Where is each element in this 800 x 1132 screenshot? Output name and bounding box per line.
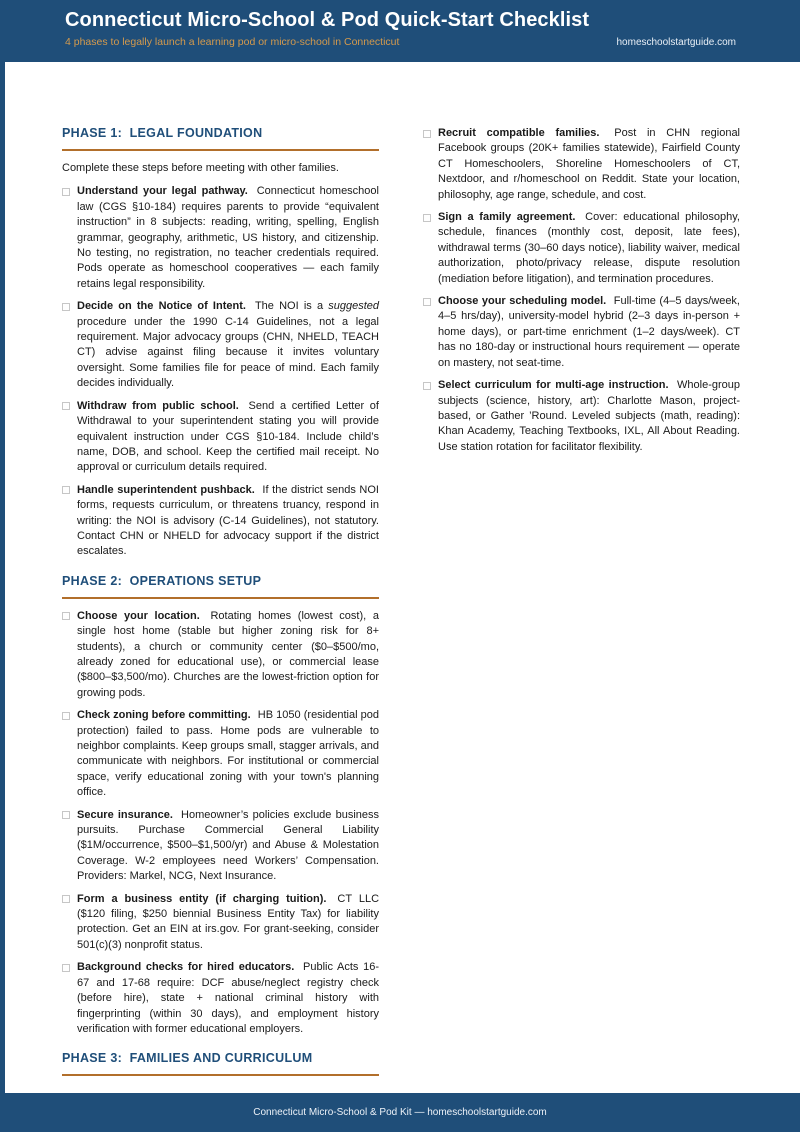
phase-2-heading: PHASE 2: OPERATIONS SETUP (62, 573, 262, 588)
checklist-item (423, 378, 740, 455)
item-title: Select curriculum for multi-age instruction. (438, 379, 669, 392)
left-column (62, 126, 379, 1093)
checklist-item (62, 708, 379, 800)
phase-1-intro: Complete these steps before meeting with other families. (62, 162, 339, 174)
phase-1-heading: PHASE 1: LEGAL FOUNDATION (62, 126, 263, 140)
checkbox-icon[interactable] (62, 303, 70, 311)
item-body: Connecticut homeschool law (CGS §10-184) requires parents to provide “equivalent instruction” in 8 subjects: reading, writing, spelling, English grammar, geography, arithmetic, US history, and citizenship. No testing, no registration, no teacher credentials required. Pods operate as homeschool cooperatives — each family retains legal responsibility. (77, 185, 379, 290)
phase-3-rule (62, 1074, 379, 1076)
checkbox-icon[interactable] (423, 382, 431, 390)
item-body: procedure under the 1990 C-14 Guidelines, not a legal requirement. Major advocacy groups (CHN, NHELD, TEACH CT) advise against filing because it invites voluntary oversight. Some families file for peace of mind. Each family decides individually. (77, 315, 379, 390)
item-title: Background checks for hired educators. (77, 961, 295, 974)
item-title: Understand your legal pathway. (77, 185, 248, 198)
checkbox-icon[interactable] (423, 298, 431, 306)
item-body: Cover: educational philosophy, schedule, finances (monthly cost, deposit, late fees), withdrawal terms (30–60 days notice), liability waiver, medical authorization, photo/privacy release, dispute resolution (mediation before litigation), and termination procedures. (438, 211, 740, 285)
checklist-item (62, 184, 379, 292)
checkbox-icon[interactable] (423, 130, 431, 138)
header-subtitle-row (65, 36, 736, 48)
content-columns (0, 62, 800, 1093)
phase-1-heading-block (62, 126, 379, 151)
item-body: Full-time (4–5 days/week, 4–5 hrs/day), university-model hybrid (2–3 days in-person + home days), or part-time enrichment (1–2 days/week). CT has no 180-day or instructional hours requirement — operate on mastery, not seat-time. (438, 295, 740, 369)
checkbox-icon[interactable] (62, 486, 70, 494)
checkbox-icon[interactable] (62, 402, 70, 410)
checklist-item (62, 808, 379, 885)
checklist-item (423, 294, 740, 371)
header-banner (0, 0, 800, 62)
item-body-italic: suggested (328, 300, 380, 313)
item-body: Post in CHN regional Facebook groups (20K+ families statewide), Fairfield County CT Homeschoolers, Shoreline Homeschoolers of CT, Nextdoor, and r/homeschool on Reddit. State your location, philosophy, age range, schedule, and cost. (438, 127, 741, 201)
checkbox-icon[interactable] (423, 214, 431, 222)
checklist-item (423, 126, 740, 203)
item-title: Decide on the Notice of Intent. (77, 300, 246, 313)
page-title: Connecticut Micro-School & Pod Quick-Start Checklist (65, 9, 590, 31)
item-body: Public Acts 16-67 and 17-68 require: DCF abuse/neglect registry check (before hire), state + national criminal history with fingerprinting (within 30 days), and employment history verification with former educational employers. (77, 961, 379, 1035)
checkbox-icon[interactable] (62, 188, 70, 196)
phase-1-rule (62, 149, 379, 151)
item-title: Sign a family agreement. (438, 211, 576, 224)
checkbox-icon[interactable] (62, 811, 70, 819)
item-title: Choose your scheduling model. (438, 295, 607, 308)
page-subtitle: 4 phases to legally launch a learning pod or micro-school in Connecticut (65, 36, 400, 48)
item-title: Withdraw from public school. (77, 399, 239, 412)
checklist-item (62, 483, 379, 560)
item-title: Check zoning before committing. (77, 709, 251, 722)
item-body: The NOI is a (254, 300, 329, 313)
footer-text: Connecticut Micro-School & Pod Kit — homeschoolstartguide.com (253, 1107, 547, 1118)
item-body: Send a certified Letter of Withdrawal to your superintendent stating you will provide equivalent instruction under CGS §10-184. Include child’s name, DOB, and school. Keep the certified mail receipt. No approval or curriculum details required. (77, 399, 379, 474)
checklist-item (62, 609, 379, 701)
checkbox-icon[interactable] (62, 964, 70, 972)
phase-3-heading-block (62, 1051, 379, 1076)
footer-bar (0, 1093, 800, 1132)
item-title: Secure insurance. (77, 808, 173, 821)
item-title: Form a business entity (if charging tuition). (77, 892, 327, 905)
item-body: HB 1050 (residential pod protection) failed to pass. Home pods are vulnerable to neighbor complaints. Keep groups small, stagger arrivals, and communicate with neighbors. For institutional or commercial space, verify educational zoning with your town's planning office. (77, 709, 379, 799)
phase-2-heading-block (62, 574, 379, 599)
checkbox-icon[interactable] (62, 712, 70, 720)
phase-3-heading: PHASE 3: FAMILIES AND CURRICULUM (62, 1051, 313, 1066)
checkbox-icon[interactable] (62, 895, 70, 903)
item-body: Homeowner’s policies exclude business pursuits. Purchase Commercial General Liability ($1M/occurrence, $500–$1,500/yr) and Abuse & Molestation Coverage. W-2 employees need Workers’ Compensation. Providers: Markel, NCG, Next Insurance. (77, 808, 379, 883)
item-body: Rotating homes (lowest cost), a single host home (stable but higher zoning risk for 8+ students), a church or community center ($0–$500/mo, already zoned for educational use), or commercial lease ($800–$3,500/mo). Churches are the lowest-friction option for growing pods. (77, 609, 379, 699)
phase-2-rule (62, 597, 379, 599)
checklist-item (62, 892, 379, 954)
item-body: Whole-group subjects (science, history, art): Charlotte Mason, project-based, or Gather ’Round. Leveled subjects (math, reading): Khan Academy, Teaching Textbooks, IXL, All About Reading. Use station rotation for facilitator flexibility. (438, 379, 740, 453)
site-name: homeschoolstartguide.com (616, 37, 736, 48)
right-column (423, 126, 740, 1093)
item-title: Handle superintendent pushback. (77, 483, 255, 496)
checklist-item (62, 399, 379, 476)
checklist-item (62, 960, 379, 1037)
checklist-item (423, 210, 740, 287)
item-title: Recruit compatible families. (438, 127, 600, 139)
item-body: CT LLC ($120 filing, $250 biennial Business Entity Tax) for liability protection. Get an EIN at irs.gov. For grant-seeking, consider 501(c)(3) nonprofit status. (77, 892, 380, 951)
item-body: If the district sends NOI forms, requests curriculum, or threatens truancy, respond in writing: the NOI is advisory (C-14 Guidelines), not statutory. Contact CHN or NHELD for advocacy support if the district escalates. (77, 483, 379, 558)
item-title: Choose your location. (77, 609, 200, 622)
checkbox-icon[interactable] (62, 612, 70, 620)
checklist-item (62, 299, 379, 391)
